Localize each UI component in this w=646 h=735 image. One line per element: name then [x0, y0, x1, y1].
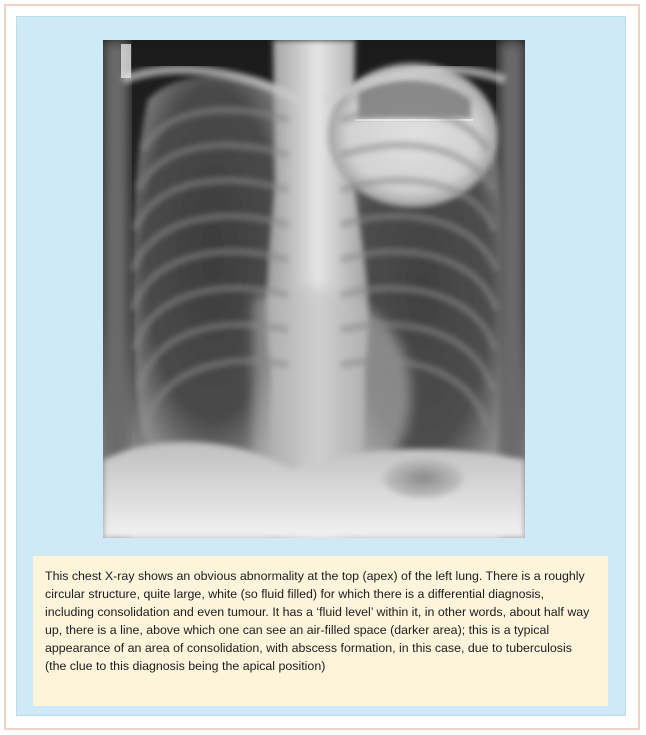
- figure-caption: This chest X-ray shows an obvious abnormality at the top (apex) of the left lung. There is a roughly circular structure, quite large, white (so fluid filled) for which there is a differential diagnosis, including consolidation and even tumour. It has a ‘fluid level’ within it, in other words, about half way up, there is a line, above which one can see an air-filled space (darker area); this is a typical appearance of an area of consolidation, with abscess formation, in this case, due to tuberculosis (the clue to this diagnosis being the apical position): [33, 556, 608, 706]
- chest-xray-image: [103, 40, 525, 538]
